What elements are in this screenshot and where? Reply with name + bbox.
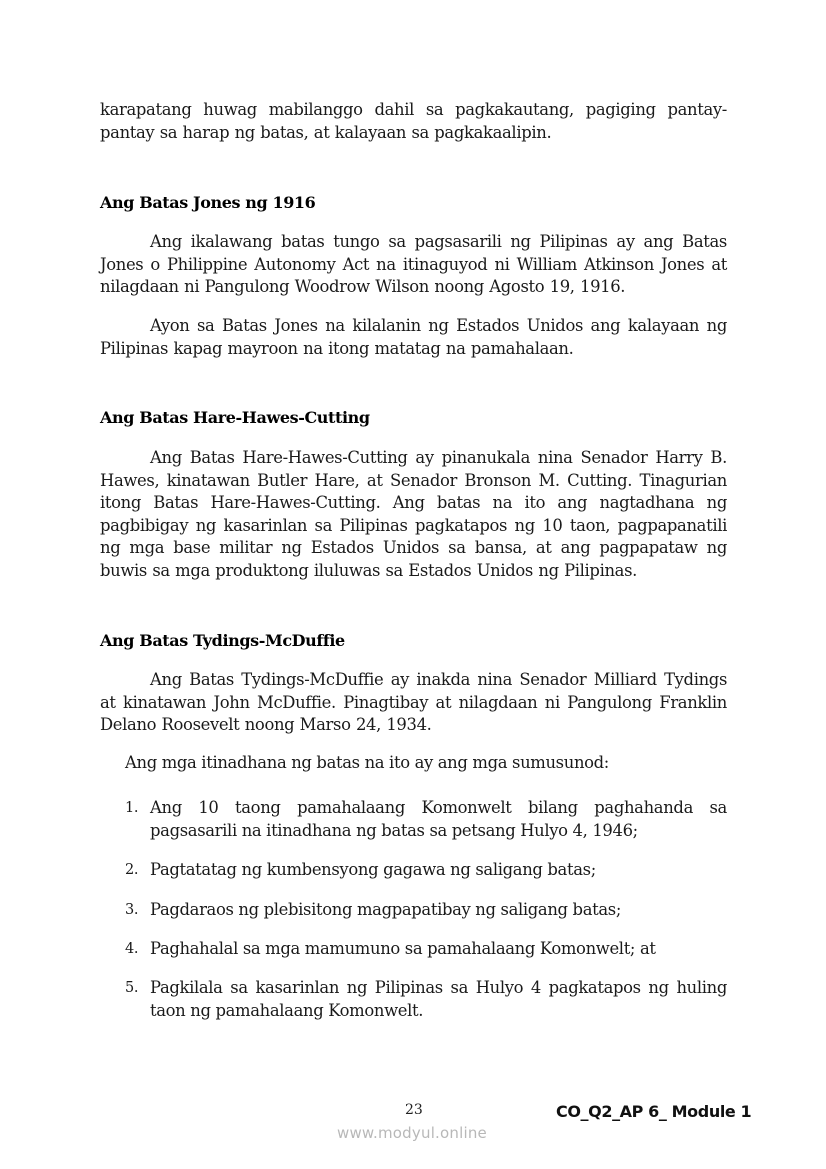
list-number: 2. [125,862,139,878]
list-text: Pagdaraos ng plebisitong magpapatibay ng saligang batas; [150,900,622,919]
list-number: 3. [125,902,139,918]
list-number: 5. [125,980,139,996]
list-item [125,797,727,842]
page-number: 23 [405,1102,423,1118]
paragraph-hare-hawes-cutting: Ang Batas Hare-Hawes-Cutting ay pinanukala nina Senador Harry B. Hawes, kinatawan Butler Hare, at Senador Bronson M. Cutting. Tinagurian itong Batas Hare-Hawes-Cutting. Ang batas na ito ang nagtadhana ng pagbibigay ng kasarinlan sa Pilipinas pagkatapos ng 10 taon, pagpapanatili ng mga base militar ng Estados Unidos sa bansa, at ang pagpapataw ng buwis sa mga produktong iluluwas sa Estados Unidos ng Pilipinas. [100,448,727,580]
list-number: 1. [125,800,139,816]
list-item [125,859,727,882]
heading-hare-hawes-cutting: Ang Batas Hare-Hawes-Cutting [100,408,370,427]
paragraph-jones-1: Ang ikalawang batas tungo sa pagsasarili ng Pilipinas ay ang Batas Jones o Philippine Autonomy Act na itinaguyod ni William Atkinson Jones at nilagdaan ni Pangulong Woodrow Wilson noong Agosto 19, 1916. [100,232,727,296]
list-text: Pagkilala sa kasarinlan ng Pilipinas sa Hulyo 4 pagkatapos ng huling taon ng pamahalaang Komonwelt. [150,978,727,1020]
paragraph-jones-2: Ayon sa Batas Jones na kilalanin ng Estados Unidos ang kalayaan ng Pilipinas kapag mayroon na itong matatag na pamahalaan. [100,316,727,358]
list-text: Paghahalal sa mga mamumuno sa pamahalaang Komonwelt; at [150,939,656,958]
list-text: Ang 10 taong pamahalaang Komonwelt bilang paghahanda sa pagsasarili na itinadhana ng batas sa petsang Hulyo 4, 1946; [150,798,727,840]
list-text: Pagtatatag ng kumbensyong gagawa ng saligang batas; [150,860,596,879]
paragraph-tydings-mcduffie: Ang Batas Tydings-McDuffie ay inakda nina Senador Milliard Tydings at kinatawan John McDuffie. Pinagtibay at nilagdaan ni Pangulong Franklin Delano Roosevelt noong Marso 24, 1934. [100,670,727,734]
heading-batas-jones: Ang Batas Jones ng 1916 [100,193,316,212]
list-item [125,977,727,1022]
list-number: 4. [125,941,139,957]
list-item [125,938,727,961]
heading-tydings-mcduffie: Ang Batas Tydings-McDuffie [100,631,345,650]
continuation-paragraph: karapatang huwag mabilanggo dahil sa pagkakautang, pagiging pantay-pantay sa harap ng batas, at kalayaan sa pagkakaalipin. [100,100,727,142]
list-intro: Ang mga itinadhana ng batas na ito ay ang mga sumusunod: [125,753,609,772]
list-item [125,899,727,922]
module-code: CO_Q2_AP 6_ Module 1 [556,1102,752,1121]
watermark: www.modyul.online [337,1124,487,1142]
